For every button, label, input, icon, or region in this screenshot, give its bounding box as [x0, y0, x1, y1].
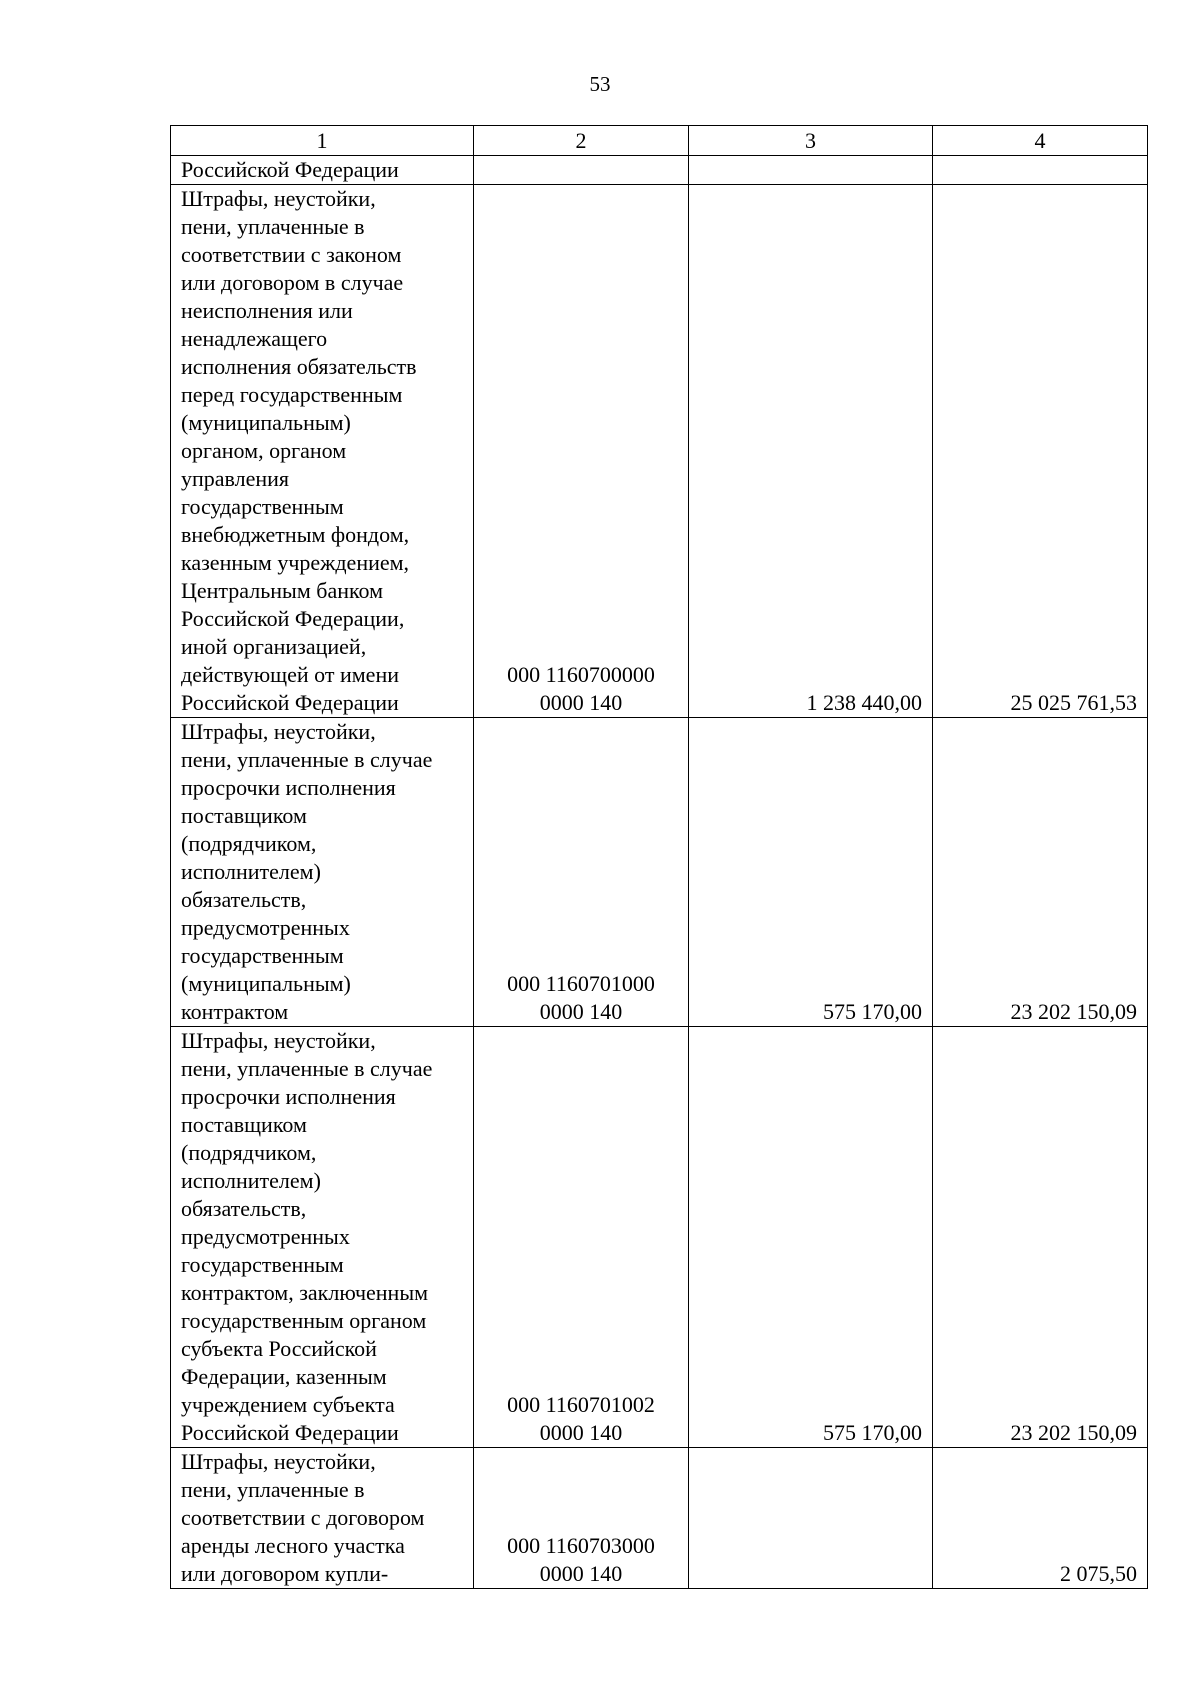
row-code: 000 1160701000 0000 140 — [474, 718, 689, 1027]
row-code: 000 1160701002 0000 140 — [474, 1027, 689, 1448]
row-value-col3 — [689, 156, 933, 185]
row-value-col4: 23 202 150,09 — [933, 718, 1148, 1027]
row-value-col4: 25 025 761,53 — [933, 185, 1148, 718]
row-name: Штрафы, неустойки, пени, уплаченные в случае просрочки исполнения поставщиком (подрядчиком, исполнителем) обязательств, предусмотренных государственным контрактом, заключенным государственным органом субъекта Российской Федерации, казенным учреждением субъекта Российской Федерации — [171, 1027, 474, 1448]
row-value-col4 — [933, 156, 1148, 185]
row-name: Штрафы, неустойки, пени, уплаченные в соответствии с договором аренды лесного участка или договором купли- — [171, 1448, 474, 1589]
row-value-col4: 23 202 150,09 — [933, 1027, 1148, 1448]
header-row — [171, 126, 1148, 156]
row-value-col4: 2 075,50 — [933, 1448, 1148, 1589]
table-row — [171, 156, 1148, 185]
table-row — [171, 1448, 1148, 1589]
row-value-col3: 1 238 440,00 — [689, 185, 933, 718]
page-number: 53 — [589, 72, 611, 96]
column-header-3: 3 — [689, 126, 933, 156]
row-name: Российской Федерации — [171, 156, 474, 185]
row-code: 000 1160700000 0000 140 — [474, 185, 689, 718]
row-name: Штрафы, неустойки, пени, уплаченные в соответствии с законом или договором в случае неисполнения или ненадлежащего исполнения обязательств перед государственным (муниципальным) органом, органом управления государственным внебюджетным фондом, казенным учреждением, Центральным банком Российской Федерации, иной организацией, действующей от имени Российской Федерации — [171, 185, 474, 718]
row-value-col3: 575 170,00 — [689, 718, 933, 1027]
revenue-table — [170, 125, 1148, 1589]
column-header-2: 2 — [474, 126, 689, 156]
row-code — [474, 156, 689, 185]
row-value-col3 — [689, 1448, 933, 1589]
column-header-1: 1 — [171, 126, 474, 156]
row-value-col3: 575 170,00 — [689, 1027, 933, 1448]
row-code: 000 1160703000 0000 140 — [474, 1448, 689, 1589]
column-header-4: 4 — [933, 126, 1148, 156]
table-row — [171, 718, 1148, 1027]
table-row — [171, 185, 1148, 718]
table-row — [171, 1027, 1148, 1448]
row-name: Штрафы, неустойки, пени, уплаченные в случае просрочки исполнения поставщиком (подрядчиком, исполнителем) обязательств, предусмотренных государственным (муниципальным) контрактом — [171, 718, 474, 1027]
